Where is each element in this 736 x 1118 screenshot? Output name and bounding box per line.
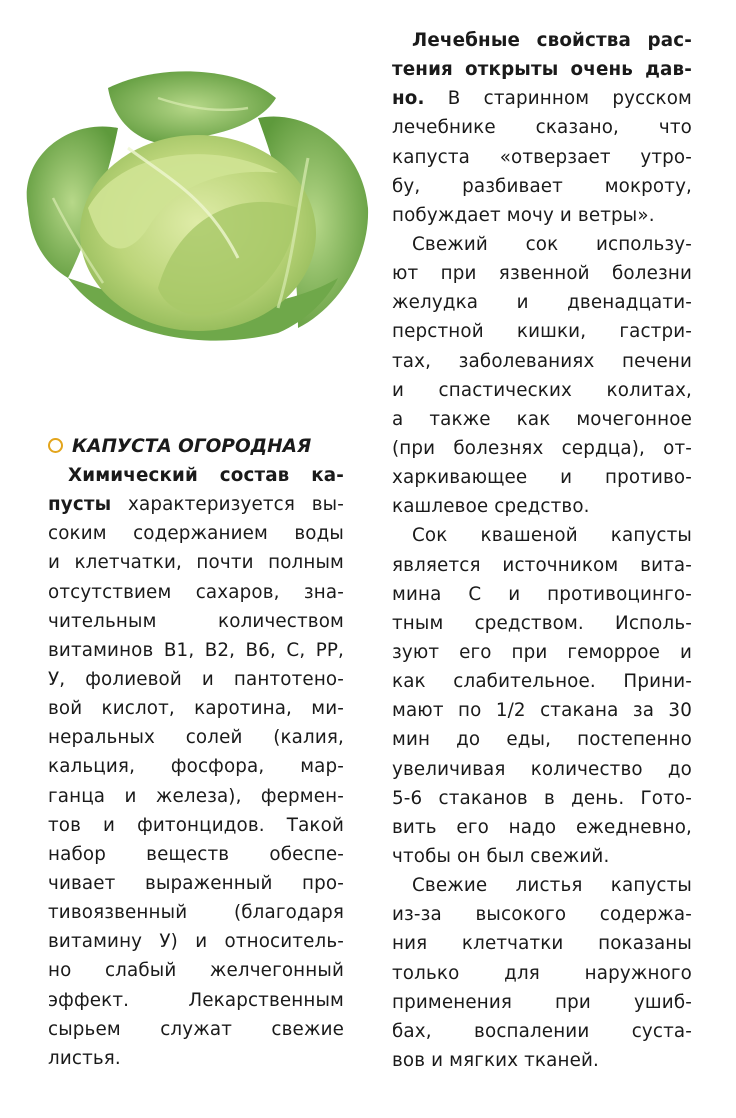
text-line: Свежие листья капусты (412, 875, 692, 897)
text-line: лечебнике сказано, что (392, 117, 692, 139)
text-line: и клетчатки, почти полным (48, 552, 344, 574)
text-line: мают по 1/2 стакана за 30 (392, 700, 692, 722)
text-line: кальция, фосфора, мар- (48, 756, 344, 778)
bullet-circle-icon (48, 438, 63, 453)
text-line: вить его надо ежедневно, (392, 816, 692, 838)
heading-text: КАПУСТА ОГОРОДНАЯ (72, 436, 312, 457)
text-line: чивает выраженный про- (48, 872, 344, 894)
text-line: только для наружного (392, 962, 692, 984)
text-line: пусты характеризуется вы- (48, 494, 344, 516)
text-line: соким содержанием воды (48, 523, 344, 545)
text-line: У, фолиевой и пантотено- (48, 668, 344, 690)
text-line: а также как мочегонное (392, 408, 692, 430)
text-line: ют при язвенной болезни (392, 263, 692, 285)
text-line: чтобы он был свежий. (392, 845, 610, 867)
text-line: бах, воспалении суста- (392, 1020, 692, 1042)
text-line: отсутствием сахаров, зна- (48, 581, 344, 603)
text-line: Химический состав ка- (68, 465, 344, 486)
text-line: перстной кишки, гастри- (392, 321, 692, 343)
cabbage-image (8, 58, 390, 358)
text-line: желудка и двенадцати- (392, 292, 692, 314)
text-line: тов и фитонцидов. Такой (48, 814, 344, 836)
text-line: кашлевое средство. (392, 496, 590, 518)
text-line: эффект. Лекарственным (48, 989, 344, 1011)
text-line: 5-6 стаканов в день. Гото- (392, 787, 692, 809)
text-line: вой кислот, каротина, ми- (48, 698, 344, 720)
text-line: и спастических колитах, (392, 379, 692, 401)
text-line: увеличивая количество до (392, 758, 692, 780)
text-line: бу, разбивает мокроту, (392, 175, 692, 197)
text-line: Лечебные свойства рас- (412, 30, 692, 51)
text-line: витамину У) и относитель- (48, 931, 344, 953)
text-line: харкивающее и противо- (392, 467, 692, 489)
text-line: чительным количеством (48, 610, 344, 632)
text-line: тения открыты очень дав- (392, 59, 692, 81)
text-line: из-за высокого содержа- (392, 904, 692, 926)
right-column (392, 26, 692, 1075)
text-line: ганца и железа), фермен- (48, 785, 344, 807)
text-line: сырьем служат свежие (48, 1018, 344, 1040)
text-line: как слабительное. Прини- (392, 671, 692, 693)
text-line: Сок квашеной капусты (412, 525, 692, 547)
text-line: тным средством. Исполь- (392, 612, 692, 634)
text-line: витаминов В1, В2, В6, С, РР, (48, 639, 344, 661)
text-line: но. В старинном русском (392, 88, 692, 110)
text-line: тах, заболеваниях печени (392, 350, 692, 372)
left-column (48, 432, 344, 1073)
text-line: Свежий сок использу- (412, 233, 692, 255)
text-line: набор веществ обеспе- (48, 843, 344, 865)
text-line: мина С и противоцинго- (392, 583, 692, 605)
text-line: зуют его при геморрое и (392, 641, 692, 663)
text-line: применения при ушиб- (392, 991, 692, 1013)
text-line: неральных солей (калия, (48, 727, 344, 749)
text-line: побуждает мочу и ветры». (392, 204, 655, 226)
text-line: мин до еды, постепенно (392, 729, 692, 751)
section-heading (48, 432, 344, 461)
text-line: но слабый желчегонный (48, 960, 344, 982)
text-line: листья. (48, 1047, 121, 1069)
text-line: (при болезнях сердца), от- (392, 437, 692, 459)
text-line: вов и мягких тканей. (392, 1049, 599, 1071)
text-line: капуста «отверзает утро- (392, 146, 692, 168)
text-line: является источником вита- (392, 554, 692, 576)
text-line: тивоязвенный (благодаря (48, 902, 344, 924)
text-line: ния клетчатки показаны (392, 933, 692, 955)
